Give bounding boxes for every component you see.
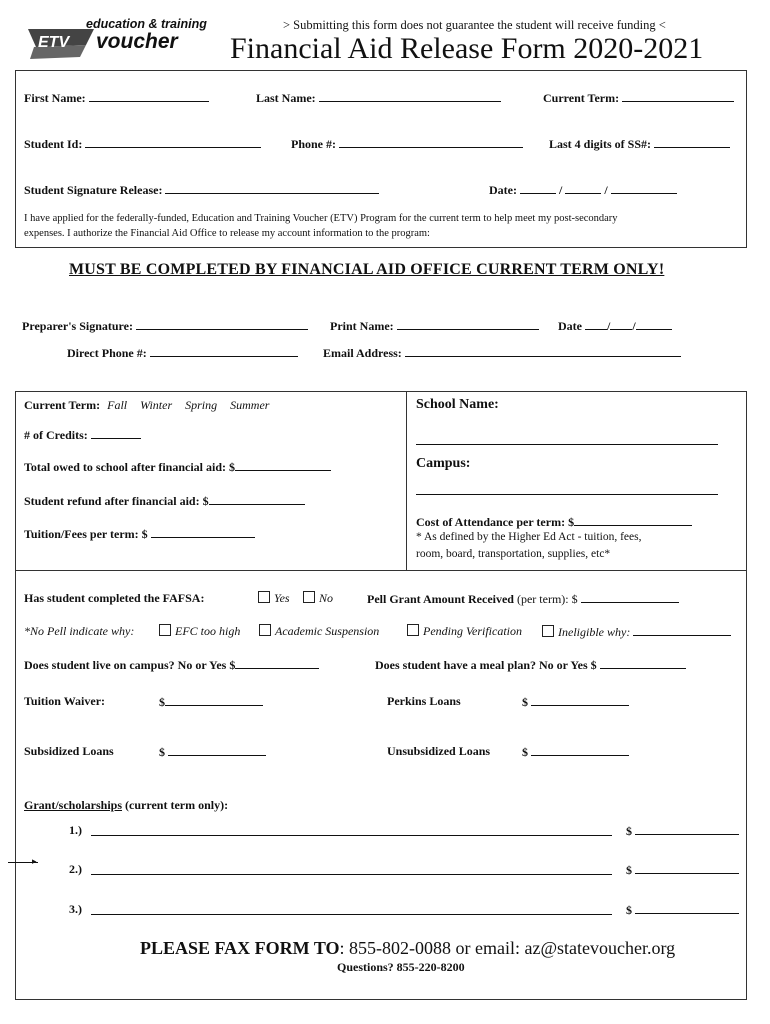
live-on-campus-label: Does student live on campus? No or Yes $ [24,658,236,672]
school-name-label: School Name: [416,397,499,412]
term-fall[interactable]: Fall [107,398,128,412]
term-winter[interactable]: Winter [140,398,173,412]
phone-label: Phone #: [291,137,336,151]
academic-option[interactable] [259,624,379,639]
coa-label: Cost of Attendance per term: $ [416,515,575,529]
fafsa-question [24,591,204,606]
pending-option[interactable] [407,624,522,639]
grant-row-3-dollar: $ [626,903,632,917]
print-name-label: Print Name: [330,319,394,333]
ssn-field[interactable] [549,136,730,152]
fafsa-no-checkbox[interactable] [303,591,315,603]
coa-note-2: room, board, transportation, supplies, etc* [416,548,611,560]
student-date-label: Date: [489,183,517,197]
fafsa-yes-checkbox[interactable] [258,591,270,603]
last-name-label: Last Name: [256,91,316,105]
subsidized-label: Subsidized Loans [24,744,114,758]
refund-field[interactable] [24,493,305,509]
preparer-signature-field[interactable] [22,318,308,334]
meal-plan-field[interactable] [375,657,686,673]
first-name-field[interactable] [24,90,209,106]
grant-row-1-name-input[interactable] [91,835,612,836]
pell-per-term: (per term): $ [516,592,578,606]
perkins-field[interactable] [522,694,629,710]
subsidized-dollar: $ [159,745,165,759]
academic-label: Academic Suspension [275,624,380,638]
pending-checkbox[interactable] [407,624,419,636]
term-summer[interactable]: Summer [230,398,270,412]
logo-name: voucher [96,30,178,53]
signature-label: Student Signature Release: [24,183,163,197]
student-id-label: Student Id: [24,137,83,151]
refund-label: Student refund after financial aid: $ [24,494,209,508]
efc-option[interactable] [159,624,240,639]
authorization-text-2: expenses. I authorize the Financial Aid Office to release my account information to the program: [24,228,430,239]
email-field[interactable] [323,345,681,361]
perkins-dollar: $ [522,695,528,709]
office-heading: MUST BE COMPLETED BY FINANCIAL AID OFFICE CURRENT TERM ONLY! [69,261,665,278]
fafsa-yes-option[interactable] [258,591,290,606]
credits-label: # of Credits: [24,428,88,442]
fax-instructions [140,938,675,959]
grants-note: (current term only): [125,798,229,812]
logo-tagline: education & training [86,17,207,31]
coa-field[interactable] [416,514,692,530]
grant-row-2-name-input[interactable] [91,874,612,875]
current-term-label: Current Term: [543,91,620,105]
page-title: Financial Aid Release Form 2020-2021 [230,32,704,65]
current-term-field[interactable] [543,90,734,106]
term-label: Current Term: [24,398,101,412]
grant-row-2-dollar: $ [626,863,632,877]
term-school-box [15,391,747,571]
live-on-campus-field[interactable] [24,657,319,673]
questions-phone: Questions? 855-220-8200 [337,960,465,974]
subsidized-field[interactable] [159,744,266,760]
etv-logo [26,17,231,63]
unsubsidized-label-wrap [387,744,490,759]
tuition-fees-field[interactable] [24,526,255,542]
fafsa-no-label: No [319,591,334,605]
tuition-waiver-dollar: $ [159,695,165,709]
ineligible-label: Ineligible why: [558,625,631,639]
direct-phone-label: Direct Phone #: [67,346,147,360]
preparer-signature-label: Preparer's Signature: [22,319,133,333]
print-name-field[interactable] [330,318,539,334]
ineligible-option[interactable] [542,624,731,640]
fax-contact: : 855-802-0088 or email: az@statevoucher.org [339,938,676,958]
unsubsidized-field[interactable] [522,744,629,760]
student-id-field[interactable] [24,136,261,152]
fax-label: PLEASE FAX FORM TO [140,938,340,958]
grant-row-3-amount[interactable] [626,902,739,918]
term-school-divider [406,391,407,571]
fafsa-label: Has student completed the FAFSA: [24,591,205,605]
signature-field[interactable] [24,182,379,198]
grant-row-3-number: 3.) [69,902,82,916]
fafsa-yes-label: Yes [274,591,290,605]
tuition-waiver-label-wrap [24,694,105,709]
logo-mark: ETV [38,34,70,51]
tuition-waiver-field[interactable] [159,694,263,710]
grants-label: Grant/scholarships [24,798,123,812]
meal-plan-label: Does student have a meal plan? No or Yes $ [375,658,597,672]
tuition-waiver-label: Tuition Waiver: [24,694,106,708]
pell-field[interactable] [367,591,679,607]
no-pell-label: *No Pell indicate why: [24,624,135,638]
credits-field[interactable] [24,427,141,443]
no-pell-row [24,624,134,639]
fafsa-no-option[interactable] [303,591,333,606]
phone-field[interactable] [291,136,523,152]
unsubsidized-label: Unsubsidized Loans [387,744,491,758]
grant-row-1-dollar: $ [626,824,632,838]
grant-row-2-amount[interactable] [626,862,739,878]
preparer-date-field[interactable]: Date / / [558,318,672,334]
last-name-field[interactable] [256,90,501,106]
email-label: Email Address: [323,346,402,360]
term-spring[interactable]: Spring [185,398,218,412]
subsidized-label-wrap [24,744,114,759]
tuition-fees-label: Tuition/Fees per term: $ [24,527,148,541]
unsubsidized-dollar: $ [522,745,528,759]
authorization-text-1: I have applied for the federally-funded, Education and Training Voucher (ETV) Program for the current term to help meet my post-secondary [24,213,618,224]
grant-row-2-number: 2.) [69,862,82,876]
grants-heading [24,798,228,813]
efc-checkbox[interactable] [159,624,171,636]
total-owed-field[interactable] [24,459,331,475]
preparer-date-label: Date [558,319,582,333]
student-date-field[interactable]: Date: / / [489,182,677,198]
academic-checkbox[interactable] [259,624,271,636]
term-select[interactable] [24,398,269,413]
campus-label: Campus: [416,456,471,471]
grant-row-3-name-input[interactable] [91,914,612,915]
pell-label: Pell Grant Amount Received [367,592,514,606]
perkins-label-wrap [387,694,461,709]
ineligible-checkbox[interactable] [542,625,554,637]
funding-notice: > Submitting this form does not guarantee the student will receive funding < [283,18,666,32]
ssn-label: Last 4 digits of SS#: [549,137,652,151]
school-name-input[interactable] [416,444,718,445]
coa-note-1: * As defined by the Higher Ed Act - tuition, fees, [416,531,642,543]
grant-row-1-amount[interactable] [626,823,739,839]
arrow-head-icon: ▸ [32,856,37,866]
direct-phone-field[interactable] [67,345,298,361]
first-name-label: First Name: [24,91,86,105]
total-owed-label: Total owed to school after financial aid: $ [24,460,236,474]
efc-label: EFC too high [175,624,241,638]
pending-label: Pending Verification [423,624,522,638]
perkins-label: Perkins Loans [387,694,461,708]
campus-input[interactable] [416,494,718,495]
grant-row-1-number: 1.) [69,823,82,837]
